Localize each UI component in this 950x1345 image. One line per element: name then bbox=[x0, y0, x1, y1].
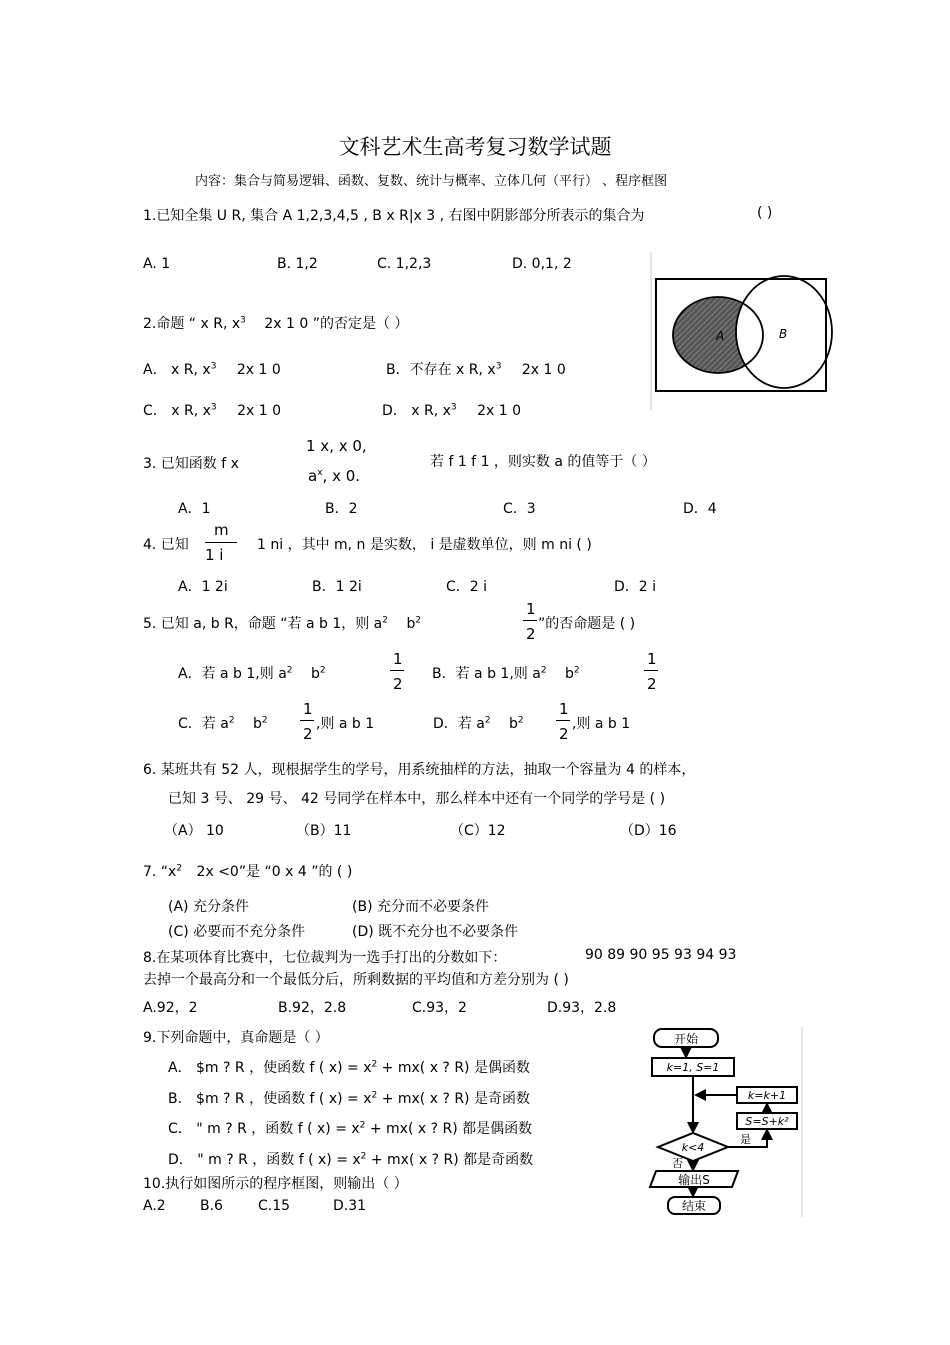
q5-option-d-frac-bar bbox=[556, 720, 570, 721]
q4-option-b: B．1 2i bbox=[312, 579, 362, 595]
flow-accumulate-label: S=S+k² bbox=[745, 1115, 789, 1128]
q4-frac-num: m bbox=[214, 521, 229, 539]
q9-option-c: C． " m ? R ，函数 f ( $x) = x^2 + mx$( x ? R) 都是偶函数 bbox=[168, 1120, 533, 1137]
q8-line-1: 8.在某项体育比赛中，七位裁判为一选手打出的分数如下： bbox=[143, 950, 507, 966]
q3-option-b: B．2 bbox=[325, 501, 358, 517]
q5-option-c-frac-den: 2 bbox=[303, 725, 313, 743]
q5-option-d-tail: ,则 a b 1 bbox=[572, 716, 631, 732]
q6-option-d: （D）16 bbox=[620, 823, 677, 839]
q4-option-d: D．2 i bbox=[614, 579, 657, 595]
q9-option-d: D． " m ? R ，函数 f ( $x) = x^2 + mx$( x ? R) 都是奇函数 bbox=[168, 1151, 534, 1168]
q9-stem: 9.下列命题中，真命题是（ ） bbox=[143, 1030, 329, 1046]
q4-option-a: A．1 2i bbox=[178, 579, 228, 595]
flow-increment-label: k=k+1 bbox=[747, 1089, 787, 1102]
q5-option-b: B．若 a b 1,则 $a^2$ $b^2$ bbox=[432, 665, 580, 682]
q6-option-b: （B）11 bbox=[296, 823, 352, 839]
q9-option-a: A． $m ? R ，使函数 f ( $x) = x^2 + mx$( x ? R) 是偶函数 bbox=[168, 1059, 530, 1076]
q3-option-d: D．4 bbox=[683, 501, 717, 517]
q5-frac-num: 1 bbox=[526, 600, 536, 618]
q10-option-a: A.2 bbox=[143, 1198, 166, 1214]
q7-option-c: (C) 必要而不充分条件 bbox=[168, 924, 306, 940]
q5-option-a-frac-den: 2 bbox=[393, 675, 403, 693]
q8-option-d: D.93，2.8 bbox=[547, 1000, 617, 1016]
q1-option-a: A. 1 bbox=[143, 256, 171, 272]
q2-option-b: B．不存在 x R, $x^3$ 2x 1 0 bbox=[386, 361, 566, 378]
q5-option-c-frac-num: 1 bbox=[303, 700, 313, 718]
q3-piece-2: $a^x$, x 0. bbox=[308, 467, 361, 485]
q1-stem: 1.已知全集 U R, 集合 A 1,2,3,4,5 , B x R|x 3 , 右图中阴影部分所表示的集合为 bbox=[143, 208, 645, 224]
set-a-label: A bbox=[716, 329, 725, 343]
q1-option-d: D. 0,1, 2 bbox=[512, 256, 572, 272]
q10-option-b: B.6 bbox=[200, 1198, 223, 1214]
q5-option-b-frac-den: 2 bbox=[647, 675, 657, 693]
q5-option-c-tail: ,则 a b 1 bbox=[316, 716, 375, 732]
q5-option-d: D．若 $a^2$ $b^2$ bbox=[433, 715, 524, 732]
q6-option-a: （A） 10 bbox=[164, 823, 224, 839]
q8-option-b: B.92，2.8 bbox=[278, 1000, 347, 1016]
q4-tail: 1 ni ，其中 m, n 是实数， i 是虚数单位，则 m ni ( ) bbox=[257, 537, 592, 553]
q3-piece-1: 1 x, x 0, bbox=[306, 437, 367, 455]
q4-option-c: C．2 i bbox=[446, 579, 488, 595]
q5-option-d-frac-num: 1 bbox=[559, 700, 569, 718]
q6-option-c: （C）12 bbox=[450, 823, 506, 839]
q2-stem: 2.命题 “ x R, $x^3$ 2x 1 0 ”的否定是（ ） bbox=[143, 315, 409, 332]
q5-frac-den: 2 bbox=[526, 625, 536, 643]
q6-line-1: 6. 某班共有 52 人，现根据学生的学号，用系统抽样的方法，抽取一个容量为 4 的样本， bbox=[143, 762, 696, 778]
q2-option-a: A． x R, $x^3$ 2x 1 0 bbox=[143, 361, 281, 378]
flow-end-label: 结束 bbox=[681, 1199, 707, 1213]
q1-option-c: C. 1,2,3 bbox=[377, 256, 432, 272]
q8-option-a: A.92，2 bbox=[143, 1000, 198, 1016]
flow-start-label: 开始 bbox=[673, 1032, 699, 1046]
page-subtitle: 内容：集合与简易逻辑、函数、复数、统计与概率、立体几何（平行） 、程序框图 bbox=[195, 174, 668, 189]
q10-stem: 10.执行如图所示的程序框图，则输出（ ） bbox=[143, 1176, 408, 1192]
q7-option-b: (B) 充分而不必要条件 bbox=[352, 899, 489, 915]
q5-option-b-frac-num: 1 bbox=[647, 650, 657, 668]
q10-option-c: C.15 bbox=[258, 1198, 291, 1214]
q9-option-b: B． $m ? R ，使函数 f ( $x) = x^2 + mx$( x ? R) 是奇函数 bbox=[168, 1090, 530, 1107]
q5-option-a: A．若 a b 1,则 $a^2$ $b^2$ bbox=[178, 665, 326, 682]
q8-line-2: 去掉一个最高分和一个最低分后，所剩数据的平均值和方差分别为 ( ) bbox=[143, 972, 569, 988]
q2-option-c: C． x R, $x^3$ 2x 1 0 bbox=[143, 402, 281, 419]
set-b-label: B bbox=[779, 327, 788, 341]
q4-frac-bar bbox=[205, 542, 237, 543]
q8-option-c: C.93，2 bbox=[412, 1000, 467, 1016]
flow-init-label: k=1, S=1 bbox=[666, 1061, 720, 1074]
q5-option-a-frac-bar bbox=[390, 670, 404, 671]
q3-lead: 3. 已知函数 f x bbox=[143, 456, 239, 472]
venn-diagram bbox=[650, 252, 852, 410]
q3-tail: 若 f 1 f 1 ，则实数 a 的值等于（ ） bbox=[430, 454, 656, 470]
flow-yes-label: 是 bbox=[740, 1133, 751, 1146]
q6-line-2: 已知 3 号、 29 号、 42 号同学在样本中，那么样本中还有一个同学的学号是 ( ) bbox=[168, 791, 666, 807]
q10-option-d: D.31 bbox=[333, 1198, 367, 1214]
q3-option-c: C．3 bbox=[503, 501, 536, 517]
q5-option-d-frac-den: 2 bbox=[559, 725, 569, 743]
q8-scores: 90 89 90 95 93 94 93 bbox=[585, 947, 737, 963]
q5-option-a-frac-num: 1 bbox=[393, 650, 403, 668]
q5-option-b-frac-bar bbox=[644, 670, 658, 671]
flow-no-label: 否 bbox=[672, 1157, 683, 1170]
q4-lead: 4. 已知 bbox=[143, 537, 189, 553]
flowchart bbox=[640, 1027, 805, 1217]
page-title: 文科艺术生高考复习数学试题 bbox=[338, 135, 612, 159]
q4-frac-den: 1 i bbox=[205, 546, 224, 564]
q7-stem: 7. “$x^2$ 2x <0”是 “0 x 4 ”的 ( ) bbox=[143, 863, 353, 880]
flow-output-label: 输出S bbox=[678, 1173, 710, 1187]
q5-frac-bar bbox=[523, 620, 537, 621]
q2-option-d: D． x R, $x^3$ 2x 1 0 bbox=[382, 402, 521, 419]
q7-option-d: (D) 既不充分也不必要条件 bbox=[352, 924, 519, 940]
flow-decision-label: k<4 bbox=[681, 1141, 705, 1154]
q5-stem: 5. 已知 a, b R，命题 “若 a b 1，则 $a^2$ $b^2$ bbox=[143, 615, 422, 632]
q3-option-a: A．1 bbox=[178, 501, 211, 517]
q1-paren: ( ) bbox=[757, 205, 773, 221]
q7-option-a: (A) 充分条件 bbox=[168, 899, 249, 915]
q1-option-b: B. 1,2 bbox=[277, 256, 318, 272]
q5-option-c: C．若 $a^2$ $b^2$ bbox=[178, 715, 268, 732]
q5-tail: ”的否命题是 ( ) bbox=[538, 616, 636, 632]
q5-option-c-frac-bar bbox=[300, 720, 314, 721]
